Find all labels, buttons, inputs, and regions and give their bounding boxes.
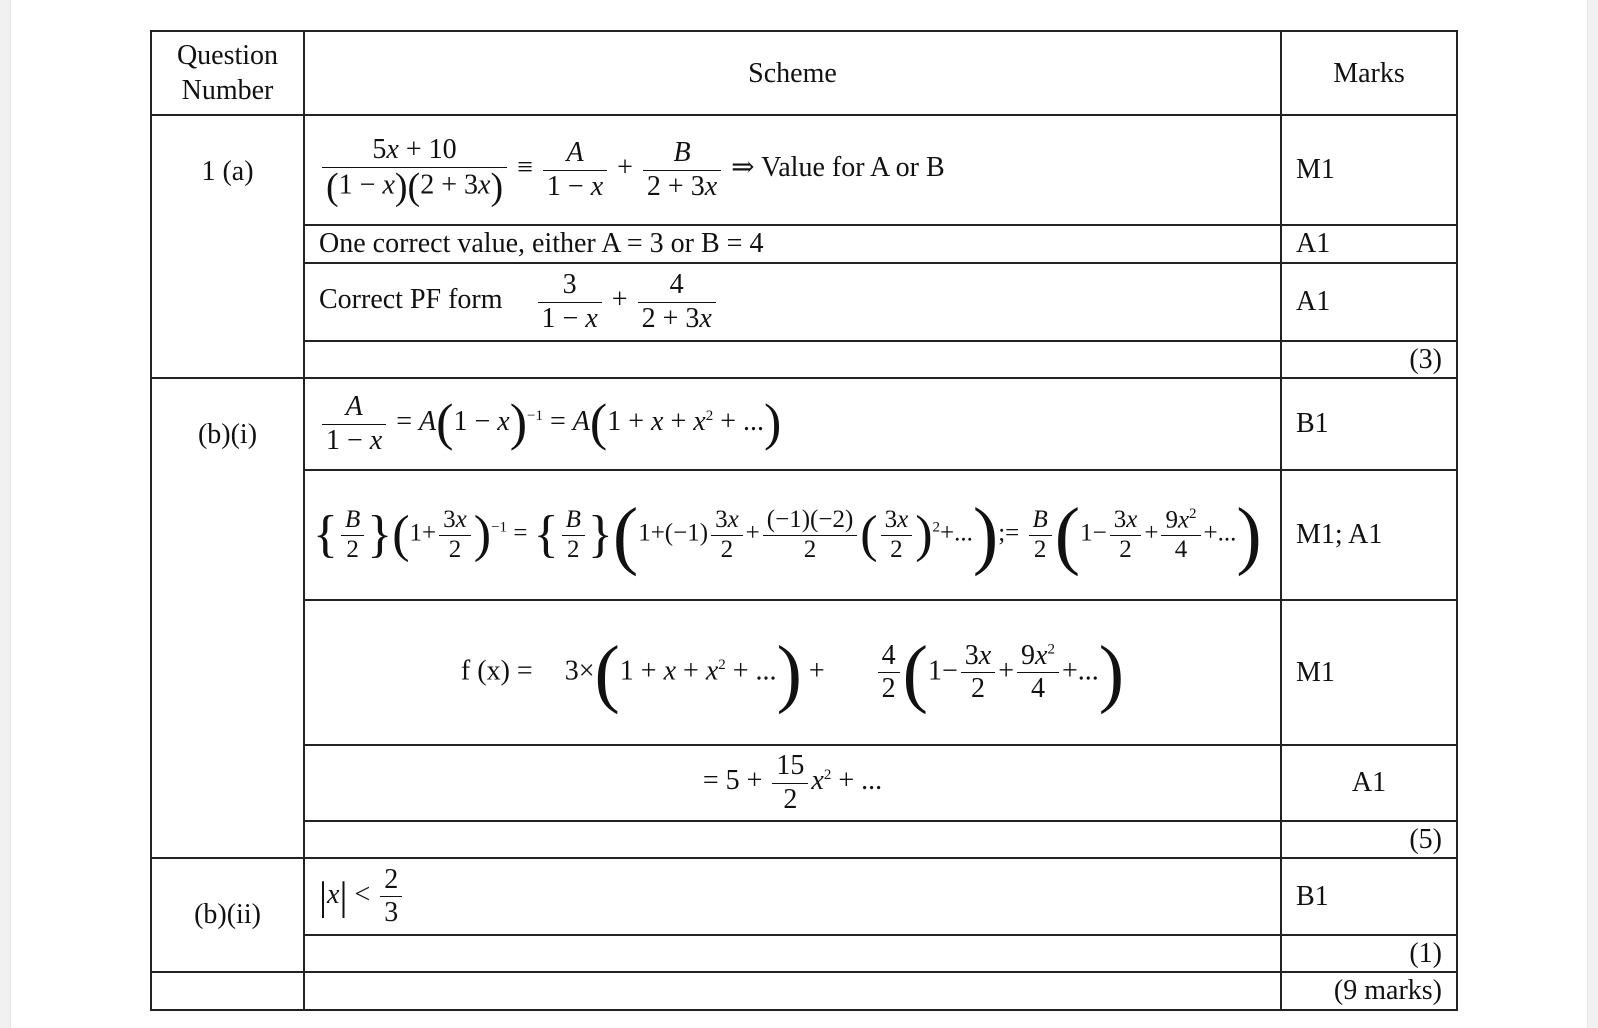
question-label-1bi: (b)(i): [151, 378, 304, 858]
page-left-edge: [0, 0, 11, 1028]
q1bi-total-row: [151, 821, 1457, 858]
q1bii-row1-scheme: |x| < $\frac{2}{3}$: [304, 858, 1281, 935]
grand-total: (9 marks): [1281, 972, 1457, 1010]
q1bii-total-row: [151, 935, 1457, 972]
q1bi-row3-scheme: f $(x) = 3\times(1 + x + x^2$ + ...) + $\frac{4}{2}$ (1− $\frac{3x}{2}$ + $\frac{9x^2}{4}$ +...): [304, 600, 1281, 745]
fraction-b: $\frac{B}{2 + 3x}$: [643, 137, 721, 202]
q1a-row3: [151, 263, 1457, 341]
value-for-text: Value for A or B: [761, 152, 945, 184]
q1bii-total: (1): [1281, 935, 1457, 972]
grand-total-row: [151, 972, 1457, 1010]
q1bi-row2-scheme: { $\frac{B}{2}$ }(1+ $\frac{3x}{2}$ )$^{-1}$ = { $\frac{B}{2}$ }(1+(−1) $\frac{3x}{2}$ + $\frac{(-1)(-2)}{2}$ ( $\frac{3x}{2}$ )$^2$+...);= $\frac{B}{2}$ (1− $\frac{3x}{2}$ + $\frac{9x^2}{4}$ +...): [304, 470, 1281, 600]
q1a-row3-scheme: Correct PF form $\frac{3}{1 - x}$ + $\frac{4}{2 + 3x}$: [304, 263, 1281, 341]
q1a-total-row: [151, 341, 1457, 378]
question-label-1a: 1 (a): [151, 115, 304, 378]
f-of-x-label: f (x) =: [460, 654, 533, 686]
q1a-row2: [151, 225, 1457, 263]
mark-q1bi-row3: M1: [1281, 600, 1457, 745]
q1bi-row1-scheme: $\frac{A}{1 - x}$ = $A(1 - x)^{-1} = A(1 + x + x^2$ + ...): [304, 378, 1281, 470]
mark-q1bi-row1: B1: [1281, 378, 1457, 470]
fraction-a-over: $\frac{A}{1 - x}$: [322, 391, 386, 456]
q1a-row1: [151, 115, 1457, 225]
mark-q1bii-row1: B1: [1281, 858, 1457, 935]
q1bi-row1: [151, 378, 1457, 470]
header-row: [151, 31, 1457, 115]
header-question-number: Question Number: [151, 31, 304, 115]
q1a-row2-scheme: One correct value, either A = 3 or B = 4: [304, 225, 1281, 263]
mark-q1a-row2: A1: [1281, 225, 1457, 263]
fraction-5x10: $\frac{5x + 10}{(1 - x)(2 + 3x)}$: [322, 134, 507, 205]
fraction-4: $\frac{4}{2 + 3x}$: [638, 269, 716, 334]
q1bi-total: (5): [1281, 821, 1457, 858]
fraction-3: $\frac{3}{1 - x}$: [538, 269, 602, 334]
mark-scheme-table: [150, 30, 1458, 1011]
q1a-total: (3): [1281, 341, 1457, 378]
q1bi-row2: [151, 470, 1457, 600]
q1a-row1-scheme: $\frac{5x + 10}{(1 - x)(2 + 3x)}$ ≡ $\frac{A}{1 - x}$ + $\frac{B}{2 + 3x}$ ⇒ Value for A or B: [304, 115, 1281, 225]
page-right-edge: [1587, 0, 1598, 1028]
q1bi-row3: [151, 600, 1457, 745]
q1a-total-blank: [304, 341, 1281, 378]
q1bii-total-blank: [304, 935, 1281, 972]
q1bii-row1: [151, 858, 1457, 935]
mark-q1a-row1: M1: [1281, 115, 1457, 225]
grand-total-blank-1: [151, 972, 304, 1010]
fraction-a: $\frac{A}{1 - x}$: [543, 137, 607, 202]
header-marks: Marks: [1281, 31, 1457, 115]
header-scheme: Scheme: [304, 31, 1281, 115]
q1bi-row4-scheme: = 5 + $\frac{15}{2}$ $x^2$ + ...: [304, 745, 1281, 821]
mark-q1bi-row2: M1; A1: [1281, 470, 1457, 600]
question-label-1bii: (b)(ii): [151, 858, 304, 972]
correct-pf-text: Correct PF form: [319, 284, 503, 316]
q1bi-row4: [151, 745, 1457, 821]
mark-q1bi-row4: A1: [1281, 745, 1457, 821]
mark-q1a-row3: A1: [1281, 263, 1457, 341]
q1bi-total-blank: [304, 821, 1281, 858]
grand-total-blank-2: [304, 972, 1281, 1010]
